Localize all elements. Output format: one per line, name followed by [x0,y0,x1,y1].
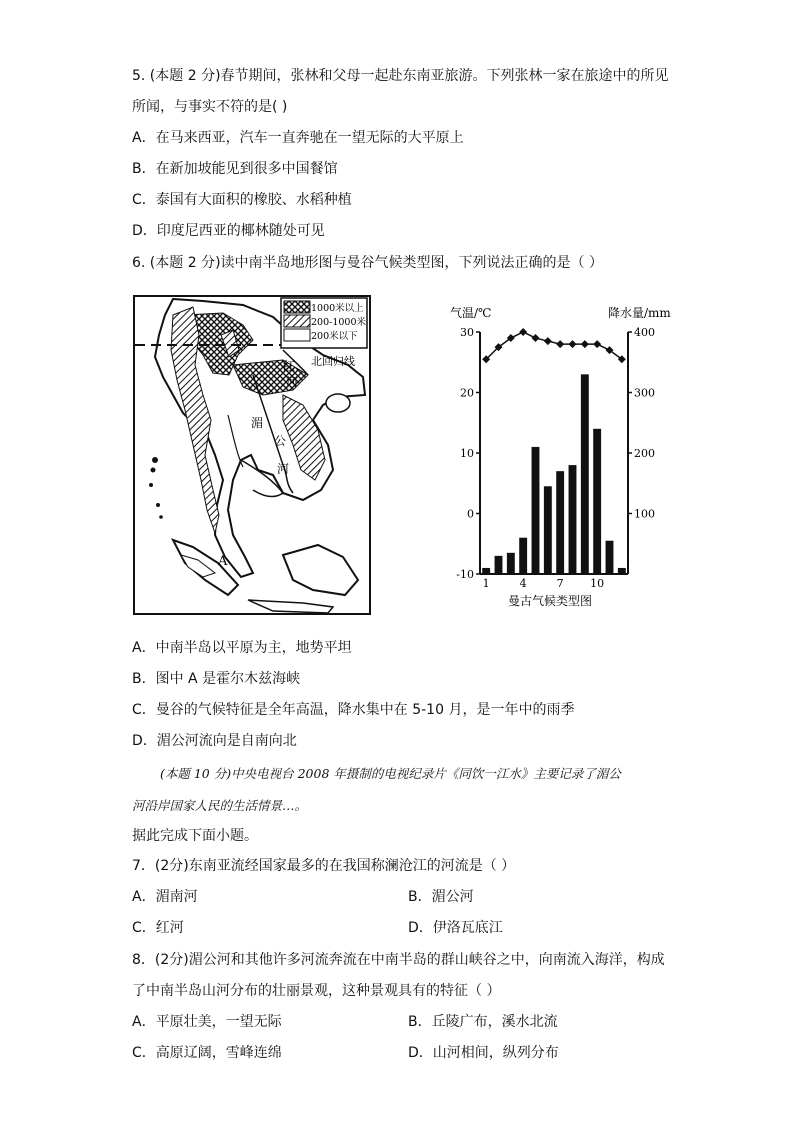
precip-bar [532,447,540,574]
q8-option-b: B．丘陵广布，溪水北流 [408,1014,558,1030]
legend-label-mid: 200-1000米 [311,317,367,328]
q5-stem-line1: 5. (本题 2 分)春节期间，张林和父母一起赴东南亚旅游。下列张林一家在旅途中的所见 [132,68,669,84]
q6-stem: 6. (本题 2 分)读中南半岛地形图与曼谷气候类型图，下列说法正确的是（ ） [132,255,603,271]
precip-bar [519,538,527,574]
month-tick-label: 1 [482,577,490,590]
q8-stem-line1: 8．(2分)湄公河和其他许多河流奔流在中南半岛的群山峡谷之中，向南流入海洋，构成 [132,952,665,968]
temp-tick-label: 30 [460,326,474,339]
precip-bar [495,556,503,574]
precip-bar [618,568,626,574]
precip-bar [482,568,490,574]
strait-label-a: A [218,554,228,569]
month-tick-label: 4 [519,577,527,590]
temp-tick-label: 0 [467,507,474,521]
q7-option-c: C．红河 [132,920,184,936]
red-river-label2: 河 [286,375,299,389]
mekong-label-3: 河 [277,462,290,476]
precip-bar [593,429,601,574]
legend-swatch-mid [284,315,310,327]
q8-option-c: C．高原辽阔，雪峰连绵 [132,1045,282,1061]
legend-label-low: 200米以下 [311,331,358,342]
precip-bar [581,374,589,574]
precip-tick-label: 300 [634,386,655,400]
bangkok-climate-chart [448,302,688,612]
temp-axis-label: 气温/℃ [450,306,492,320]
precip-tick-label: 200 [634,447,655,460]
temp-tick-label: -10 [456,568,474,581]
map-svg [133,295,373,617]
q5-stem-line2: 所闻，与事实不符的是( ) [132,99,288,115]
q7-stem: 7．(2分)东南亚流经国家最多的在我国称澜沧江的河流是（ ） [132,858,516,874]
chart-title: 曼古气候类型图 [508,594,593,608]
red-river-label: 红 [283,359,296,373]
island-dot [159,515,163,519]
q7-option-b: B．湄公河 [408,889,474,905]
legend-swatch-low [284,329,310,341]
island-dot [152,457,158,463]
precip-bar [569,465,577,574]
temp-point [556,340,564,348]
island-dot [156,503,160,507]
group-intro-line2: 河沿岸国家人民的生活情景…。 [132,798,308,813]
q6-option-a: A．中南半岛以平原为主，地势平坦 [132,640,352,656]
temp-line [486,332,622,359]
q5-option-a: A．在马来西亚，汽车一直奔驰在一望无际的大平原上 [132,130,464,146]
temp-tick-label: 10 [460,447,474,460]
legend-swatch-high [284,301,310,313]
temp-point [544,337,552,345]
q6-option-d: D．湄公河流向是自南向北 [132,733,297,749]
mekong-label-2: 公 [274,434,287,448]
q8-option-a: A．平原壮美，一望无际 [132,1014,282,1030]
month-tick-label: 10 [590,577,605,590]
q8-stem-line2: 了中南半岛山河分布的壮丽景观，这种景观具有的特征（ ） [132,983,501,999]
hainan-island [326,394,350,412]
temp-tick-label: 20 [460,386,474,400]
island-dot [149,483,153,487]
mekong-label-1: 湄 [251,416,264,430]
island-dot [151,468,156,473]
precip-bar [544,486,552,574]
temp-point [569,340,577,348]
precip-bar [606,541,614,574]
temp-point [581,340,589,348]
tropic-label: 北回归线 [311,355,355,368]
precip-tick-label: 400 [634,326,655,339]
temp-point [593,340,601,348]
temp-point [532,334,540,342]
indochina-terrain-map [133,295,373,617]
q5-option-c: C．泰国有大面积的橡胶、水稻种植 [132,192,352,208]
precip-bar [556,471,564,574]
temp-point [519,328,527,336]
q6-option-c: C．曼谷的气候特征是全年高温，降水集中在 5-10 月，是一年中的雨季 [132,702,575,718]
month-tick-label: 7 [556,577,564,590]
q5-option-d: D．印度尼西亚的椰林随处可见 [132,223,325,239]
precip-axis-label: 降水量/mm [608,306,671,320]
precip-bar [507,553,515,574]
precip-tick-label: 100 [634,507,655,521]
q8-option-d: D．山河相间，纵列分布 [408,1045,559,1061]
climate-svg [448,302,688,612]
q5-option-b: B．在新加坡能见到很多中国餐馆 [132,161,338,177]
q6-option-b: B．图中 A 是霍尔木兹海峡 [132,671,301,687]
group-instruction: 据此完成下面小题。 [132,828,258,844]
q7-option-a: A．湄南河 [132,889,198,905]
legend-label-high: 1000米以上 [311,303,364,314]
q7-option-d: D．伊洛瓦底江 [408,920,503,936]
group-intro-line1: (本题 10 分)中央电视台 2008 年摄制的电视纪录片《同饮一江水》主要记录了湄公 [160,766,621,781]
